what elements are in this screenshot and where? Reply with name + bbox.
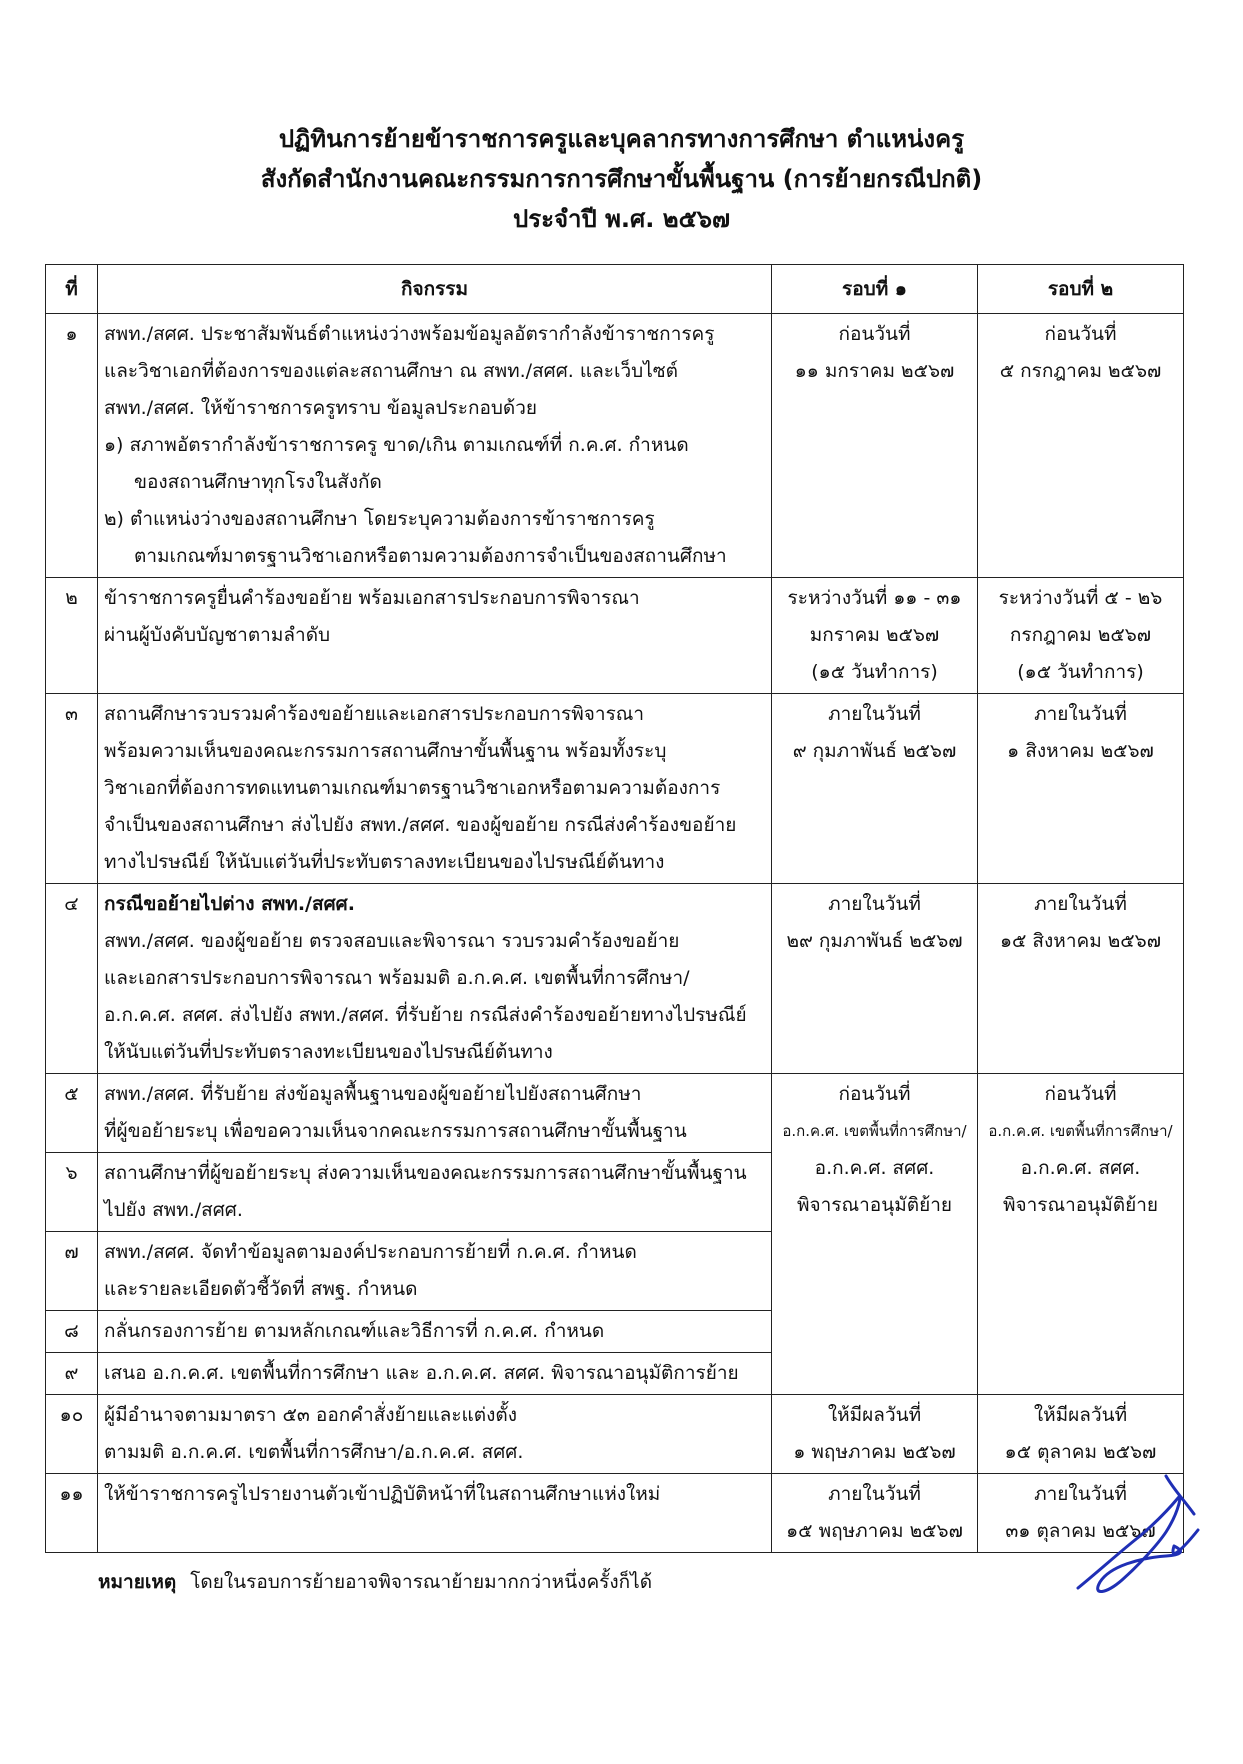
row-number: ๙: [46, 1353, 98, 1395]
round1-line: ภายในวันที่: [828, 703, 921, 725]
round2-line: ๕ กรกฎาคม ๒๕๖๗: [999, 360, 1162, 382]
activity-cell: [98, 1153, 772, 1232]
activity-line: ให้นับแต่วันที่ประทับตราลงทะเบียนของไปรษณีย์ต้นทาง: [104, 1041, 553, 1063]
activity-cell: [98, 884, 772, 1074]
activity-line: ข้าราชการครูยื่นคำร้องขอย้าย พร้อมเอกสารประกอบการพิจารณา: [104, 587, 640, 609]
round2-line: ภายในวันที่: [1034, 703, 1127, 725]
round1-cell: [772, 314, 978, 578]
round1-line: อ.ก.ค.ศ. เขตพื้นที่การศึกษา/: [782, 1122, 967, 1140]
activity-line: สพท./สศศ. ประชาสัมพันธ์ตำแหน่งว่างพร้อมข้อมูลอัตรากำลังข้าราชการครู: [104, 323, 715, 345]
round1-line: ก่อนวันที่: [838, 1083, 911, 1105]
activity-line: สพท./สศศ. ที่รับย้าย ส่งข้อมูลพื้นฐานของผู้ขอย้ายไปยังสถานศึกษา: [104, 1083, 642, 1105]
table-header-row: [46, 265, 1184, 314]
activity-line: เสนอ อ.ก.ค.ศ. เขตพื้นที่การศึกษา และ อ.ก.ค.ศ. สศศ. พิจารณาอนุมัติการย้าย: [104, 1362, 739, 1384]
round2-line: พิจารณาอนุมัติย้าย: [1002, 1194, 1159, 1216]
activity-line: สพท./สศศ. จัดทำข้อมูลตามองค์ประกอบการย้ายที่ ก.ค.ศ. กำหนด: [104, 1241, 637, 1263]
activity-line: วิชาเอกที่ต้องการทดแทนตามเกณฑ์มาตรฐานวิชาเอกหรือตามความต้องการ: [104, 777, 721, 799]
round1-cell: [772, 578, 978, 694]
activity-line: และวิชาเอกที่ต้องการของแต่ละสถานศึกษา ณ สพท./สศศ. และเว็บไซต์: [104, 360, 678, 382]
table-row: [46, 314, 1184, 578]
table-row: [46, 884, 1184, 1074]
round1-line: ๑ พฤษภาคม ๒๕๖๗: [793, 1441, 956, 1463]
row-number: ๑๐: [46, 1395, 98, 1474]
round2-line: ก่อนวันที่: [1044, 1083, 1117, 1105]
round2-line: (๑๕ วันทำการ): [1017, 661, 1144, 683]
round1-line: ก่อนวันที่: [838, 323, 911, 345]
round1-line: (๑๕ วันทำการ): [811, 661, 938, 683]
round2-line: อ.ก.ค.ศ. เขตพื้นที่การศึกษา/: [988, 1122, 1173, 1140]
activity-line: และเอกสารประกอบการพิจารณา พร้อมมติ อ.ก.ค.ศ. เขตพื้นที่การศึกษา/: [104, 967, 690, 989]
footnote-label: หมายเหตุ: [98, 1571, 177, 1593]
activity-cell: [98, 1311, 772, 1353]
round1-cell: [772, 884, 978, 1074]
round2-line: ภายในวันที่: [1034, 893, 1127, 915]
round1-line: ภายในวันที่: [828, 1483, 921, 1505]
round2-line: ๑ สิงหาคม ๒๕๖๗: [1007, 740, 1154, 762]
activity-cell: [98, 1232, 772, 1311]
row-number: ๔: [46, 884, 98, 1074]
table-row: [46, 1474, 1184, 1553]
document-title-line1: ปฏิทินการย้ายข้าราชการครูและบุคลากรทางการศึกษา ตำแหน่งครู: [278, 125, 965, 153]
round1-line: ๑๕ พฤษภาคม ๒๕๖๗: [786, 1520, 963, 1542]
activity-line: ไปยัง สพท./สศศ.: [104, 1199, 243, 1221]
round1-line: ๙ กุมภาพันธ์ ๒๕๖๗: [792, 740, 957, 762]
header-round1: รอบที่ ๑: [772, 265, 978, 314]
header-activity: กิจกรรม: [98, 265, 772, 314]
round2-cell: [978, 694, 1184, 884]
round1-line: ภายในวันที่: [828, 893, 921, 915]
activity-line: ผู้มีอำนาจตามมาตรา ๕๓ ออกคำสั่งย้ายและแต่งตั้ง: [104, 1404, 517, 1426]
activity-cell: [98, 1074, 772, 1153]
activity-cell: [98, 694, 772, 884]
document-title-line2: สังกัดสำนักงานคณะกรรมการการศึกษาขั้นพื้นฐาน (การย้ายกรณีปกติ): [260, 165, 983, 193]
table-row: [46, 1074, 1184, 1153]
round1-line: ให้มีผลวันที่: [827, 1404, 922, 1426]
activity-line: พร้อมความเห็นของคณะกรรมการสถานศึกษาขั้นพื้นฐาน พร้อมทั้งระบุ: [104, 740, 667, 762]
row-number: ๖: [46, 1153, 98, 1232]
round1-line: ระหว่างวันที่ ๑๑ - ๓๑: [787, 587, 962, 609]
round2-line: ๑๕ ตุลาคม ๒๕๖๗: [1004, 1441, 1157, 1463]
activity-line: สพท./สศศ. ของผู้ขอย้าย ตรวจสอบและพิจารณา รวบรวมคำร้องขอย้าย: [104, 930, 680, 952]
round1-line: ๑๑ มกราคม ๒๕๖๗: [794, 360, 955, 382]
round2-line: ๑๕ สิงหาคม ๒๕๖๗: [999, 930, 1162, 952]
activity-line: ทางไปรษณีย์ ให้นับแต่วันที่ประทับตราลงทะเบียนของไปรษณีย์ต้นทาง: [104, 851, 665, 873]
round2-line: ให้มีผลวันที่: [1033, 1404, 1128, 1426]
activity-line: สถานศึกษาที่ผู้ขอย้ายระบุ ส่งความเห็นของคณะกรรมการสถานศึกษาขั้นพื้นฐาน: [104, 1162, 747, 1184]
activity-line: ผ่านผู้บังคับบัญชาตามลำดับ: [104, 624, 331, 646]
activity-line: กลั่นกรองการย้าย ตามหลักเกณฑ์และวิธีการที่ ก.ค.ศ. กำหนด: [104, 1320, 605, 1342]
row-number: ๒: [46, 578, 98, 694]
row-number: ๘: [46, 1311, 98, 1353]
round2-line: ระหว่างวันที่ ๕ - ๒๖: [998, 587, 1163, 609]
activity-line: และรายละเอียดตัวชี้วัดที่ สพฐ. กำหนด: [104, 1278, 418, 1300]
row-number: ๗: [46, 1232, 98, 1311]
activity-cell: [98, 1474, 772, 1553]
footnote: [98, 1565, 652, 1599]
round1-line: ๒๙ กุมภาพันธ์ ๒๕๖๗: [786, 930, 963, 952]
round2-cell: [978, 314, 1184, 578]
row-number: ๓: [46, 694, 98, 884]
round2-line: ก่อนวันที่: [1044, 323, 1117, 345]
activity-line: ๒) ตำแหน่งว่างของสถานศึกษา โดยระบุความต้องการข้าราชการครู: [104, 508, 655, 530]
row-number: ๑: [46, 314, 98, 578]
document-title-line3: ประจำปี พ.ศ. ๒๕๖๗: [512, 205, 731, 233]
round2-line: กรกฎาคม ๒๕๖๗: [1009, 624, 1152, 646]
activity-cell: [98, 578, 772, 694]
round1-merged-cell: [772, 1074, 978, 1395]
activity-line: อ.ก.ค.ศ. สศศ. ส่งไปยัง สพท./สศศ. ที่รับย้าย กรณีส่งคำร้องขอย้ายทางไปรษณีย์: [104, 1004, 747, 1026]
footnote-text: โดยในรอบการย้ายอาจพิจารณาย้ายมากกว่าหนึ่งครั้งก็ได้: [190, 1571, 653, 1593]
activity-line: ที่ผู้ขอย้ายระบุ เพื่อขอความเห็นจากคณะกรรมการสถานศึกษาขั้นพื้นฐาน: [104, 1120, 687, 1142]
activity-line: ของสถานศึกษาทุกโรงในสังกัด: [134, 471, 382, 493]
header-no: ที่: [46, 265, 98, 314]
activity-line: จำเป็นของสถานศึกษา ส่งไปยัง สพท./สศศ. ของผู้ขอย้าย กรณีส่งคำร้องขอย้าย: [104, 814, 737, 836]
activity-line: ตามมติ อ.ก.ค.ศ. เขตพื้นที่การศึกษา/อ.ก.ค.ศ. สศศ.: [104, 1441, 524, 1463]
activity-line: สถานศึกษารวบรวมคำร้องขอย้ายและเอกสารประกอบการพิจารณา: [104, 703, 645, 725]
round2-cell: [978, 1395, 1184, 1474]
table-row: [46, 578, 1184, 694]
round2-cell: [978, 884, 1184, 1074]
schedule-table: [45, 264, 1184, 1553]
table-row: [46, 694, 1184, 884]
round1-cell: [772, 694, 978, 884]
activity-line: สพท./สศศ. ให้ข้าราชการครูทราบ ข้อมูลประกอบด้วย: [104, 397, 538, 419]
activity-line: ตามเกณฑ์มาตรฐานวิชาเอกหรือตามความต้องการจำเป็นของสถานศึกษา: [134, 545, 727, 567]
activity-cell: [98, 1395, 772, 1474]
round2-merged-cell: [978, 1074, 1184, 1395]
header-round2: รอบที่ ๒: [978, 265, 1184, 314]
round1-line: พิจารณาอนุมัติย้าย: [796, 1194, 953, 1216]
activity-line: ๑) สภาพอัตรากำลังข้าราชการครู ขาด/เกิน ตามเกณฑ์ที่ ก.ค.ศ. กำหนด: [104, 434, 689, 456]
row-number: ๕: [46, 1074, 98, 1153]
signature-mark: [1070, 1470, 1210, 1600]
round1-cell: [772, 1474, 978, 1553]
activity-cell: [98, 1353, 772, 1395]
round2-line: อ.ก.ค.ศ. สศศ.: [1020, 1157, 1141, 1179]
round1-cell: [772, 1395, 978, 1474]
round1-line: มกราคม ๒๕๖๗: [809, 624, 940, 646]
round2-line: ๓๑ ตุลาคม ๒๕๖๗: [1005, 1520, 1156, 1542]
activity-heading: กรณีขอย้ายไปต่าง สพท./สศศ.: [104, 893, 355, 915]
activity-cell: [98, 314, 772, 578]
round2-line: ภายในวันที่: [1034, 1483, 1127, 1505]
activity-line: ให้ข้าราชการครูไปรายงานตัวเข้าปฏิบัติหน้าที่ในสถานศึกษาแห่งใหม่: [104, 1483, 661, 1505]
round1-line: อ.ก.ค.ศ. สศศ.: [814, 1157, 935, 1179]
round2-cell: [978, 578, 1184, 694]
table-row: [46, 1395, 1184, 1474]
row-number: ๑๑: [46, 1474, 98, 1553]
